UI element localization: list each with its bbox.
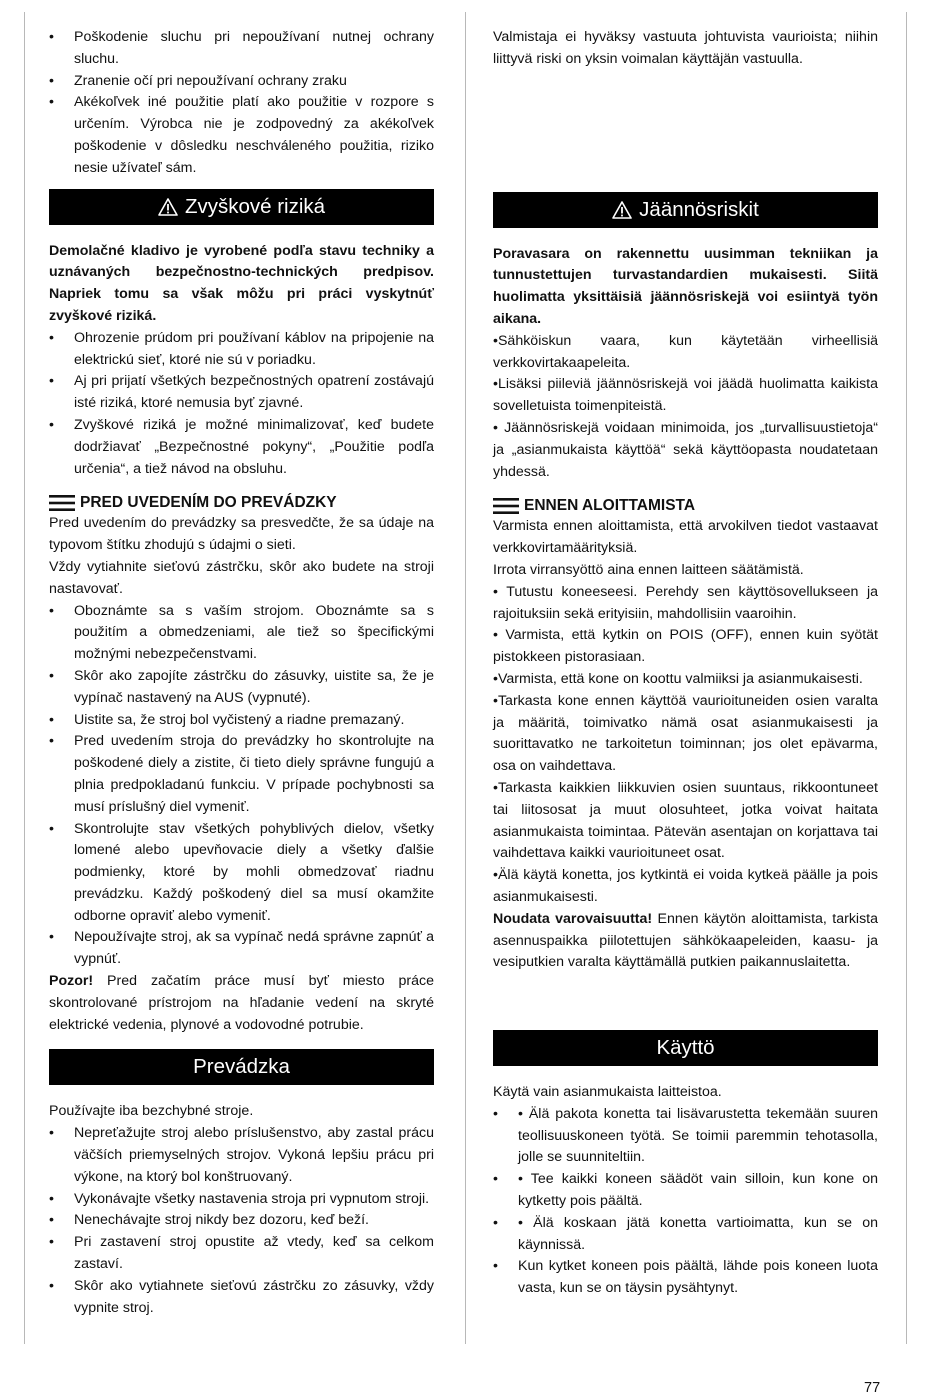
list-item: • Skontrolujte stav všetkých pohyblivých dielov, všetky lomené alebo upevňovacie diely a všetky ďalšie podmienky, ktoré by mohli obmedzovať riadnu prevádzku. Každý poškodený diel sa musí okamžite odborne opraviť alebo vymeniť.: [49, 819, 434, 928]
list-item: • Nepreťažujte stroj alebo príslušenstvo, aby zastal prácu väčších priemyselných strojov. Vykoná lepšiu prácu pri výkone, na ktorý bol konštruovaný.: [49, 1123, 434, 1188]
paragraph: • Jäännösriskejä voidaan minimoida, jos „turvallisuustietoja“ ja „asianmukaista käyttöä“ sekä käyttöopasta noudatetaan yhdessä.: [493, 419, 878, 480]
intro-bullet-list: [49, 27, 434, 180]
menu-lines-icon: [493, 498, 519, 514]
subsection-header-before-start: [493, 495, 878, 516]
page-number: 77: [864, 1380, 881, 1396]
right-column: [493, 27, 878, 1300]
list-item: • Pri zastavení stroj opustite až vtedy, keď sa celkom zastaví.: [49, 1232, 434, 1276]
warning-triangle-icon: [158, 198, 178, 216]
paragraph: •Tarkasta kaikkien liikkuvien osien suuntaus, rikkoontuneet tai liitososat ja muut olosuhteet, jotka voivat haitata asianmukaista toimintaa. Pätevän asentajan on korjattava tai vaihdettava kaikki vaurioituneet osat.: [493, 779, 878, 862]
list-item: • Poškodenie sluchu pri nepoužívaní nutnej ochrany sluchu.: [49, 27, 434, 71]
risks-lead-paragraph: Demolačné kladivo je vyrobené podľa stavu techniky a uznávaných bezpečnostno-technických predpisov. Napriek tomu sa však môžu pri práci vyskytnúť zvyškové riziká.: [49, 242, 434, 324]
column-divider-right: [906, 12, 907, 1344]
paragraph: • Tutustu koneeseesi. Perehdy sen käyttösovellukseen ja rajoituksiin sekä erityisiin, mahdollisiin vaaroihin.: [493, 583, 878, 622]
list-item: • Skôr ako vytiahnete sieťovú zástrčku zo zásuvky, vždy vypnite stroj.: [49, 1276, 434, 1320]
list-item: • • Älä koskaan jätä konetta vartioimatta, kun se on käynnissä.: [493, 1213, 878, 1257]
caution-text: Ennen käytön aloittamista, tarkista asennuspaikka piilotettujen sähkökaapeleiden, kaasu- ja vesiputkien varalta käyttämällä putkien paikannuslaitetta.: [493, 910, 878, 971]
operation-intro: Käytä vain asianmukaista laitteistoa.: [493, 1084, 722, 1101]
list-item: • Zranenie očí pri nepoužívaní ochrany zraku: [49, 71, 434, 93]
intro-paragraph: Valmistaja ei hyväksy vastuuta johtuvista vaurioista; niihin liittyvä riski on yksin voimalan käyttäjän vastuulla.: [493, 29, 878, 67]
paragraph: Pred uvedením do prevádzky sa presvedčte, že sa údaje na typovom štítku zhodujú s údajmi o sieti.: [49, 515, 434, 554]
list-item: • Uistite sa, že stroj bol vyčistený a riadne premazaný.: [49, 710, 434, 732]
list-item: • Vykonávajte všetky nastavenia stroja pri vypnutom stroji.: [49, 1189, 434, 1211]
paragraph: Irrota virransyöttö aina ennen laitteen säätämistä.: [493, 561, 804, 578]
list-item: • Zvyškové riziká je možné minimalizovať, keď budete dodržiavať „Bezpečnostné pokyny“, „Použitie podľa určenia“, a tiež návod na obsluhu.: [49, 415, 434, 480]
list-item: • Oboznámte sa s vaším strojom. Oboznámte sa s použitím a obmedzeniami, ale tiež so špecifickými možnými nebezpečenstvami.: [49, 601, 434, 666]
paragraph: Varmista ennen aloittamista, että arvokilven tiedot vastaavat verkkovirtamäärityksiä.: [493, 518, 878, 557]
column-divider-middle: [465, 12, 466, 1344]
paragraph: •Tarkasta kone ennen käyttöä vaurioituneiden osien varalta ja määritä, toimivatko nämä osat asianmukaisesti ja suorittavatko ne tarkoitetun toiminnan; jos olet epävarma, osa on vaihdettava.: [493, 692, 878, 775]
paragraph: •Lisäksi piileviä jäännösriskejä voi jäädä huolimatta kaikista sovelletuista toimenpiteistä.: [493, 376, 878, 415]
section-title: Prevádzka: [193, 1055, 290, 1079]
start-bullet-list: [49, 601, 434, 972]
risks-bullet-list: [49, 328, 434, 481]
paragraph: •Sähköiskun vaara, kun käytetään virheellisiä verkkovirtakaapeleita.: [493, 332, 878, 371]
column-divider-left: [24, 12, 25, 1344]
list-item: • Ohrozenie prúdom pri používaní káblov na pripojenie na elektrickú sieť, ktoré nie sú v poriadku.: [49, 328, 434, 372]
list-item: • Nenechávajte stroj nikdy bez dozoru, keď beží.: [49, 1210, 434, 1232]
caution-label: Noudata varovaisuutta!: [493, 910, 653, 927]
operation-bullet-list: [493, 1104, 878, 1300]
paragraph: •Älä käytä konetta, jos kytkintä ei voida kytkeä päälle ja pois asianmukaisesti.: [493, 867, 878, 905]
section-title: Käyttö: [656, 1036, 715, 1060]
caution-label: Pozor!: [49, 973, 94, 990]
risks-lead-paragraph: Poravasara on rakennettu uusimman tekniikan ja tunnustettujen turvastandardien mukaisesti. Siitä huolimatta yksittäisiä jäännösriskejä voi esiintyä työn aikana.: [493, 245, 878, 327]
section-header-operation: [49, 1049, 434, 1085]
section-title: Jäännösriskit: [639, 197, 759, 221]
subsection-title: PRED UVEDENÍM DO PREVÁDZKY: [80, 494, 337, 512]
operation-bullet-list: [49, 1123, 434, 1319]
paragraph: Vždy vytiahnite sieťovú zástrčku, skôr ako budete na stroji nastavovať.: [49, 558, 434, 597]
list-item: • Nepoužívajte stroj, ak sa vypínač nedá správne zapnúť a vypnúť.: [49, 927, 434, 971]
list-item: • • Tee kaikki koneen säädöt vain silloin, kun kone on kytketty pois päältä.: [493, 1169, 878, 1213]
list-item: • Kun kytket koneen pois päältä, lähde pois koneen luota vasta, kun se on täysin pysähtynyt.: [493, 1256, 878, 1300]
list-item: • Pred uvedením stroja do prevádzky ho skontrolujte na poškodené diely a zistite, či tieto diely správne fungujú a plnia predpokladanú funkciu. V prípade pochybnosti sa musí príslušný diel vymeniť.: [49, 731, 434, 818]
caution-paragraph: [49, 971, 434, 1036]
section-title: Zvyškové riziká: [184, 194, 326, 218]
paragraph: • Varmista, että kytkin on POIS (OFF), ennen kuin syötät pistokkeen pistorasiaan.: [493, 627, 878, 666]
warning-triangle-icon: [612, 201, 632, 219]
list-item: • Skôr ako zapojíte zástrčku do zásuvky, uistite sa, že je vypínač nastavený na AUS (vypnuté).: [49, 666, 434, 710]
list-item: • Akékoľvek iné použitie platí ako použitie v rozpore s určením. Výrobca nie je zodpovedný za akékoľvek poškodenie v dôsledku neschváleného použitia, riziko nesie užívateľ sám.: [49, 92, 434, 179]
caution-text: Pred začatím práce musí byť miesto práce skontrolované prístrojom na hľadanie vedení na skryté elektrické vedenia, plynové a vodovodné potrubie.: [49, 973, 434, 1033]
caution-paragraph: [493, 909, 878, 974]
left-column: [49, 27, 434, 1319]
section-header-residual-risks: [493, 192, 878, 228]
list-item: • Aj pri prijatí všetkých bezpečnostných opatrení zostávajú isté riziká, ktoré nemusia byť zjavné.: [49, 371, 434, 415]
paragraph: •Varmista, että kone on koottu valmiiksi ja asianmukaisesti.: [493, 670, 863, 687]
subsection-header-before-start: [49, 492, 434, 513]
menu-lines-icon: [49, 495, 75, 511]
section-header-operation: [493, 1030, 878, 1066]
subsection-title: ENNEN ALOITTAMISTA: [524, 497, 696, 515]
list-item: • • Älä pakota konetta tai lisävarustetta tekemään suuren teollisuuskoneen työtä. Se toimii paremmin tehotasolla, jolle se suunniteltiin.: [493, 1104, 878, 1169]
operation-intro: Používajte iba bezchybné stroje.: [49, 1103, 254, 1120]
section-header-residual-risks: [49, 189, 434, 225]
